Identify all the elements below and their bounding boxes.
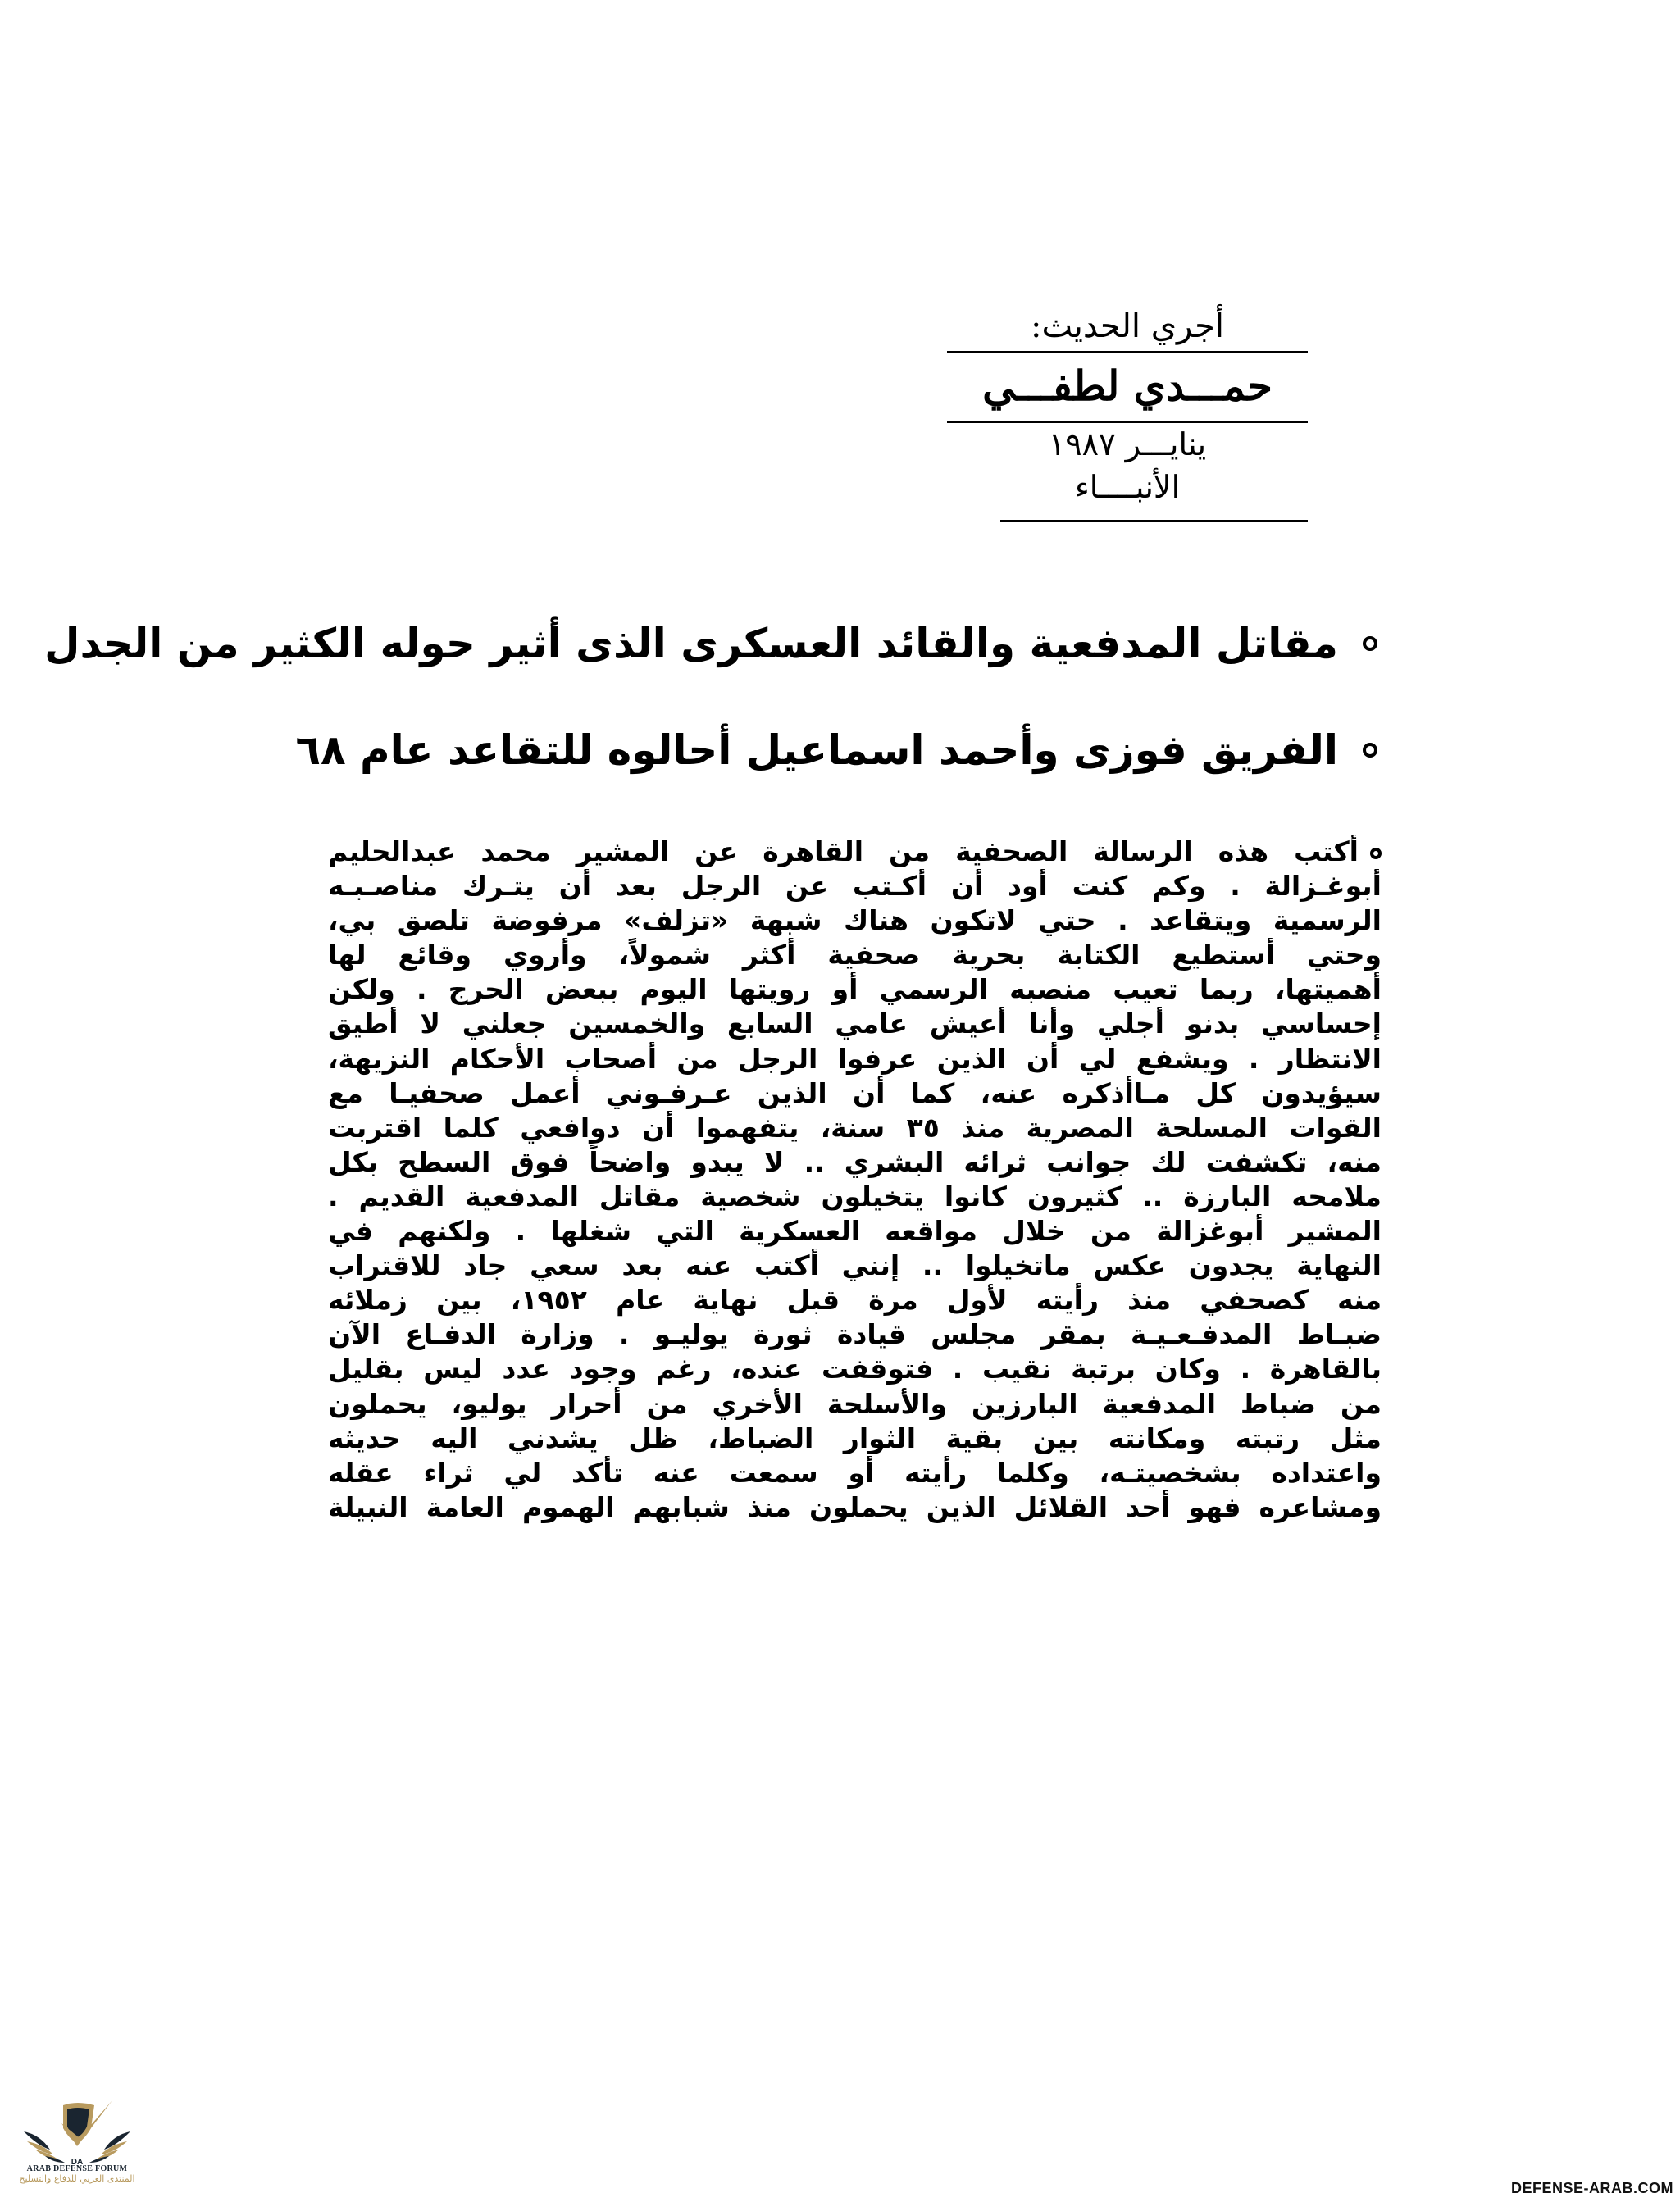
body-line: منه كصحفي منذ رأيته لأول مرة قبل نهاية عام ١٩٥٢، بين زملائه [328,1284,1382,1317]
body-line: ومشاعره فهو أحد القلائل الذين يحملون منذ شبابهم الهموم العامة النبيلة [328,1490,1382,1523]
body-line: سيؤيدون كل مـاأذكره عنه، كما أن الذين عـرفـوني أعمل صحفيـا مع [328,1076,1382,1109]
site-watermark: DEFENSE-ARAB.COM [1510,2180,1673,2196]
highlight-item [44,590,1377,697]
body-line: النهاية يجدون عكس ماتخيلوا .. إنني أكتب عنه بعد سعي جاد للاقتراب [328,1249,1382,1282]
body-line: القوات المسلحة المصرية منذ ٣٥ سنة، يتفهموا أن دوافعي كلما اقتربت [328,1111,1382,1144]
body-line: إحساسي بدنو أجلي وأنا أعيش عامي السابع والخمسين جعلني لا أطيق [328,1008,1382,1040]
logo-monogram: DA [71,2158,84,2166]
body-line: بالقاهرة . وكان برتبة نقيب . فتوقفت عنده، رغم وجود عدد ليس بقليل [328,1353,1382,1385]
shield-wings-icon [16,2099,139,2166]
body-line: مثل رتبته ومكانته بين بقية الثوار الضباط، ظل يشدني اليه حديثه [328,1422,1382,1454]
body-line: الرسمية ويتقاعد . حتي لاتكون هناك شبهة «تزلف» مرفوضة تلصق بي، [328,904,1382,937]
publication-name: الأنبــــاء [1074,469,1181,505]
body-line: وحتي أستطيع الكتابة بحرية صحفية أكثر شمولاً، وأروي وقائع لها [328,939,1382,971]
highlight-item [295,697,1377,803]
body-line: أبوغـزالة . وكم كنت أود أن أكـتب عن الرجل بعد أن يتـرك مناصـبـه [328,870,1382,903]
interviewer-label: أجري الحديث: [1031,307,1224,345]
body-line [328,835,1382,869]
body-line: ضبـاط المدفـعـيـة بمقر مجلس قيادة ثورة يوليـو . وزارة الدفـاع الآن [328,1318,1382,1351]
body-line: من ضباط المدفعية البارزين والأسلحة الأخري من أحرار يوليو، يحملون [328,1387,1382,1420]
highlight-text: مقاتل المدفعية والقائد العسكرى الذى أثير حوله الكثير من الجدل [44,620,1338,667]
highlights-list [44,590,1377,803]
body-line-text: أكتب هذه الرسالة الصحفية من القاهرة عن المشير محمد عبدالحليم [328,835,1359,867]
article-body [328,835,1382,1525]
bullet-icon [1363,636,1377,651]
bullet-icon [1363,743,1377,758]
bullet-icon [1370,848,1382,859]
body-line: منه، تكشفت لك جوانب ثرائه البشري .. لا يبدو واضحاً فوق السطح بكل [328,1145,1382,1178]
publication-date: ينايـــر ١٩٨٧ [1048,426,1207,462]
body-line: الانتظار . ويشفع لي أن الذين عرفوا الرجل من أصحاب الأحكام النزيهة، [328,1042,1382,1075]
body-line: المشير أبوغزالة من خلال مواقعه العسكرية التي شغلها . ولكنهم في [328,1215,1382,1248]
divider-rule [1000,520,1308,522]
body-line: أهميتها، ربما تعيب منصبه الرسمي أو رويتها اليوم ببعض الحرج . ولكن [328,973,1382,1006]
body-line: واعتداده بشخصيتـه، وكلما رأيته أو سمعت عنه تأكد لي ثراء عقله [328,1456,1382,1489]
author-name: حمـــدي لطفـــي [982,362,1273,410]
interview-credits [947,303,1308,522]
arab-defense-forum-logo [11,2099,143,2197]
forum-name: ARAB DEFENSE FORUM [26,2164,128,2173]
highlight-text: الفريق فوزى وأحمد اسماعيل أحالوه للتقاعد عام ٦٨ [295,726,1338,774]
body-line: ملامحه البارزة .. كثيرون كانوا يتخيلون شخصية مقاتل المدفعية القديم . [328,1180,1382,1212]
forum-name-arabic: المنتدى العربي للدفاع والتسليح [19,2173,135,2184]
